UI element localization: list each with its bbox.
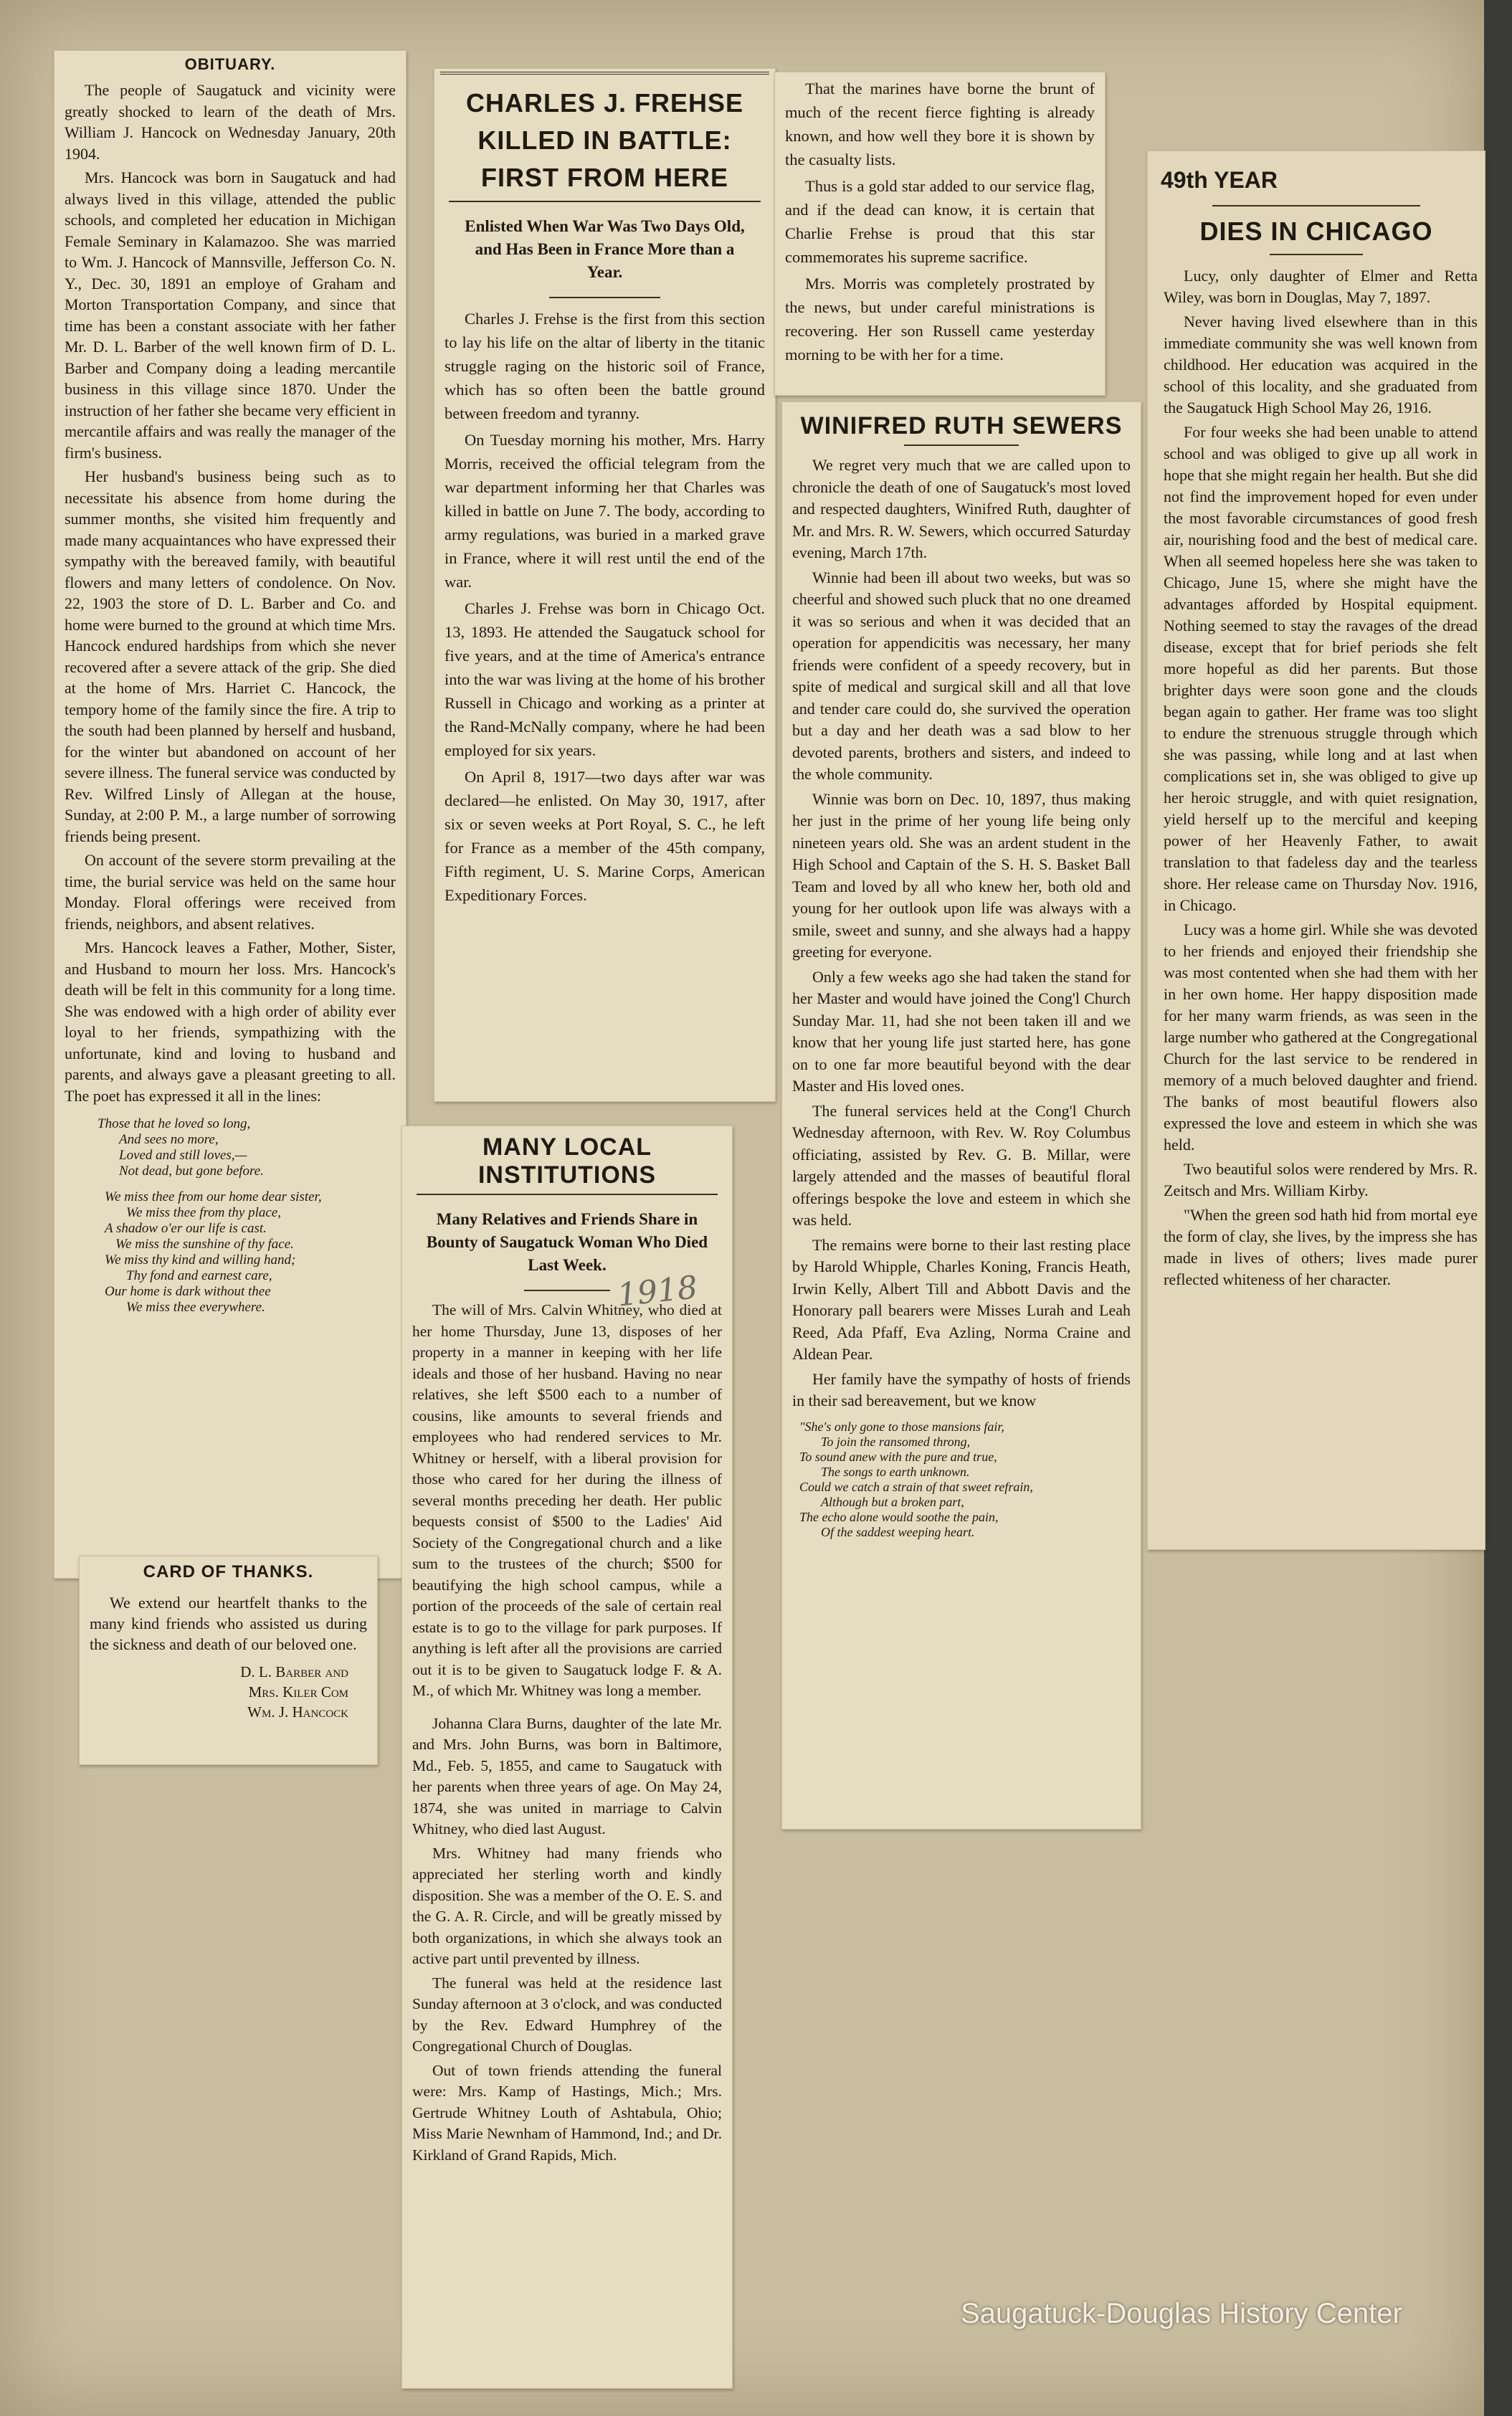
obituary-paragraph: Mrs. Hancock was born in Saugatuck and had always lived in this village, attended the public schools, and completed her education in Michigan Female Seminary in Kalamazoo. She was married to Wm. J. Hancock of Mannsville, Jefferson Co. N. Y., Dec. 30, 1891 an employe of Graham and Morton Transportation Company, and since that time has been a constant associate with her father Mr. D. L. Barber of the well known firm of D. L. Barber and Company doing a leading mercantile business in this village since 1870. Under the instruction of her father she became very efficient in mercantile affairs and was really the manager of the firm's business. xyxy=(65,168,396,462)
card-of-thanks-signers xyxy=(80,1662,377,1722)
sewers-paragraph: Her family have the sympathy of hosts of friends in their sad bereavement, but we know xyxy=(792,1369,1131,1409)
frehse-paragraph: Thus is a gold star added to our service flag, and if the dead can know, it is certain that Charlie Frehse is proud that this star commemorates his supreme sacrifice. xyxy=(785,177,1095,266)
poem-line: We miss thy kind and willing hand; xyxy=(105,1252,296,1268)
divider xyxy=(524,1290,610,1291)
frehse-continued-body xyxy=(775,72,1105,374)
frehse-paragraph: On April 8, 1917—two days after war was declared—he enlisted. On May 30, 1917, after six or seven weeks at Port Royal, S. C., he left for France as a member of the 45th company, Fifth regiment, U. S. Marine Corps, American Expeditionary Forces. xyxy=(444,768,765,904)
poem-line: Our home is dark without thee xyxy=(105,1284,271,1299)
divider xyxy=(1270,254,1363,255)
whitney-body xyxy=(402,1295,732,2173)
wiley-clipping xyxy=(1147,151,1485,1550)
sewers-paragraph: The remains were borne to their last resting place by Harold Whipple, Charles Koning, Francis Heath, Irwin Kelly, Albert Till and Abbott Davis and the Honorary pall bearers were Misses Lurah and Leah Reed, Ada Pfaff, Eva Azling, Norma Craine and Aldean Pear. xyxy=(792,1235,1131,1363)
poem-line: Although but a broken part, xyxy=(821,1494,964,1509)
poem-line: Those that he loved so long, xyxy=(98,1116,251,1131)
poem-line: Not dead, but gone before. xyxy=(119,1164,264,1179)
obituary-paragraph: The people of Saugatuck and vicinity were greatly shocked to learn of the death of Mrs. William J. Hancock on Wednesday January, 20th 1904. xyxy=(65,81,396,163)
card-of-thanks-text: We extend our heartfelt thanks to the many kind friends who assisted us during the sickness and death of our beloved one. xyxy=(90,1594,367,1653)
poem-line: Could we catch a strain of that sweet refrain, xyxy=(799,1479,1033,1494)
divider xyxy=(1212,205,1420,206)
sewers-paragraph: The funeral services held at the Cong'l Church Wednesday afternoon, with Rev. W. Roy Columbus officiating, assisted by Rev. G. B. Millar, were largely attended and the masses of beautiful floral offerings bespoke the love and esteem in which she was held. xyxy=(792,1101,1131,1229)
frehse-paragraph: That the marines have borne the brunt of much of the recent fierce fighting is already known, and how well they bore it is shown by the casualty lists. xyxy=(785,80,1095,168)
frehse-continued-clipping xyxy=(774,72,1106,396)
poem-line: We miss thee from our home dear sister, xyxy=(105,1189,322,1204)
poem-line: "She's only gone to those mansions fair, xyxy=(799,1419,1004,1434)
frehse-paragraph: Charles J. Frehse was born in Chicago Oct. 13, 1893. He attended the Saugatuck school for five years, and at the time of America's entrance into the war was living at the home of his brother Russell in Chicago and working as a printer at the Rand-McNally company, where he had been employed for six years. xyxy=(444,599,765,759)
wiley-paragraph: Never having lived elsewhere than in this immediate community she was well known from childhood. Her education was acquired in the school of this locality, and she graduated from the Saugatuck High School May 26, 1916. xyxy=(1164,313,1478,417)
frehse-clipping xyxy=(434,68,776,1102)
sewers-poem xyxy=(782,1419,1141,1540)
wiley-paragraph: For four weeks she had been unable to attend school and was obliged to give up all work in hope that she might regain her health. But she did not find the improvement hoped for even under the most favorable circumstances of good fresh air, nourishing food and the best of medical care. When all seemed hopeless here she was taken to Chicago, June 15, where she might have the advantages afforded by Hospital equipment. Nothing seemed to stay the ravages of the dread disease, except that for brief periods she felt more hopeful as did her parents. But those brighter days were soon gone and the clouds began again to gather. Her frame was too slight to endure the strenuous struggle through which she was passing, while long and at last when complications set in, she was obliged to give up her heroic struggle, and with quiet resignation, yield herself up to the merciful and keeping power of her Heavenly Father, to await translation to that fadeless day and the tearless shore. Her release came on Thursday Nov. 1916, in Chicago. xyxy=(1164,423,1478,914)
poem-line: A shadow o'er our life is cast. xyxy=(105,1221,267,1236)
sewers-paragraph: Winnie had been ill about two weeks, but was so cheerful and showed such pluck that no one dreamed it was so serious and when it was decided that an operation for appendicitis was necessary, her many friends were confident of a speedy recovery, but in spite of medical and surgical skill and all that love and tender care could do, she survived the operation but a day and her death was a sad blow to her devoted parents, brothers and sisters, and indeed to the whole community. xyxy=(792,568,1131,783)
frehse-deck: Enlisted When War Was Two Days Old, and Has Been in France More than a Year. xyxy=(465,217,745,281)
poem-line: We miss the sunshine of thy face. xyxy=(115,1237,294,1252)
top-rule xyxy=(440,72,769,75)
sewers-body xyxy=(782,450,1141,1419)
sewers-paragraph: We regret very much that we are called upon to chronicle the death of one of Saugatuck's most loved and respected daughters, Winifred Ruth, daughter of Mr. and Mrs. R. W. Sewers, which occurred Saturday evening, March 17th. xyxy=(792,456,1131,561)
signer: D. L. Barber and xyxy=(240,1663,348,1680)
whitney-paragraph: The funeral was held at the residence last Sunday afternoon at 3 o'clock, and was conducted by the Rev. Edward Humphrey of the Congregational Church of Douglas. xyxy=(412,1974,722,2055)
frehse-paragraph: Charles J. Frehse is the first from this section to lay his life on the altar of liberty in the titanic struggle raging on the historic soil of France, which has so often been the battle ground between freedom and tyranny. xyxy=(444,310,765,422)
divider xyxy=(549,297,660,298)
pencil-year-annotation: 1918 xyxy=(615,1269,700,1314)
poem-line: And sees no more, xyxy=(119,1132,219,1147)
whitney-deck: Many Relatives and Friends Share in Bounty of Saugatuck Woman Who Died Last Week. xyxy=(426,1210,708,1274)
signer: Mrs. Kiler Com xyxy=(248,1683,348,1701)
whitney-clipping xyxy=(401,1126,733,2389)
obituary-hancock-clipping xyxy=(54,50,406,1579)
signer: Wm. J. Hancock xyxy=(247,1703,348,1721)
whitney-paragraph: Out of town friends attending the funeral were: Mrs. Kamp of Hastings, Mich.; Mrs. Gertrude Whitney Louth of Ashtabula, Ohio; Miss Marie Newnham of Hammond, Ind.; and Dr. Kirkland of Grand Rapids, Mich. xyxy=(412,2061,722,2164)
wiley-paragraph: Lucy, only daughter of Elmer and Retta Wiley, was born in Douglas, May 7, 1897. xyxy=(1164,267,1478,306)
frehse-body xyxy=(434,303,775,914)
obituary-poem-1 xyxy=(54,1116,406,1179)
sewers-paragraph: Only a few weeks ago she had taken the stand for her Master and would have joined the Cong'l Church Sunday Mar. 11, had she not been taken ill and we know that her young life just started here, has gone on to one far more beautiful beyond with the dear Master and His loved ones. xyxy=(792,967,1131,1095)
wiley-label: 49th YEAR xyxy=(1161,167,1278,193)
card-of-thanks-body xyxy=(80,1588,377,1662)
watermark: Saugatuck-Douglas History Center xyxy=(961,2298,1402,2329)
poem-line: The echo alone would soothe the pain, xyxy=(799,1509,999,1524)
poem-line: Of the saddest weeping heart. xyxy=(821,1524,975,1539)
divider xyxy=(904,444,1019,446)
whitney-headline: MANY LOCAL INSTITUTIONS xyxy=(477,1133,657,1189)
divider xyxy=(449,201,761,202)
card-of-thanks-title: CARD OF THANKS. xyxy=(143,1562,314,1582)
poem-line: Thy fond and earnest care, xyxy=(126,1268,272,1283)
obituary-paragraph: Mrs. Hancock leaves a Father, Mother, Sister, and Husband to mourn her loss. Mrs. Hancock's death will be felt in this community for a long time. She was endowed with a high order of ability ever loyal to her friends, sympathizing with the unfortunate, kind and loving to husband and parents, and always gave a pleasant greeting to all. The poet has expressed it all in the lines: xyxy=(65,938,396,1105)
sewers-clipping xyxy=(781,401,1141,1830)
poem-line: The songs to earth unknown. xyxy=(821,1464,970,1479)
obituary-label: OBITUARY. xyxy=(184,55,276,73)
frehse-paragraph: Mrs. Morris was completely prostrated by the news, but under careful ministrations is recovering. Her son Russell came yesterday morning to be with her for a time. xyxy=(785,275,1095,363)
frehse-headline: CHARLES J. FREHSE KILLED IN BATTLE: FIRST FROM HERE xyxy=(465,88,744,192)
obituary-paragraph: On account of the severe storm prevailing at the time, the burial service was held on the same hour Monday. Floral offerings were received from friends, neighbors, and absent relatives. xyxy=(65,851,396,933)
divider xyxy=(417,1194,718,1195)
sewers-headline: WINIFRED RUTH SEWERS xyxy=(800,412,1123,439)
whitney-paragraph: Johanna Clara Burns, daughter of the late Mr. and Mrs. John Burns, was born in Baltimore, Md., Feb. 5, 1855, and came to Saugatuck with her parents when three years of age. On May 24, 1874, she was united in marriage to Calvin Whitney, who died last August. xyxy=(412,1714,722,1837)
whitney-paragraph: The will of Mrs. Calvin Whitney, who died at her home Thursday, June 13, disposes of her property in a manner in keeping with her life ideals and those of her husband. Having no near relatives, she left $500 each to a number of cousins, like amounts to several friends and employees who had rendered services to Mr. Whitney or herself, with a liberal provision for those who cared for her during the illness of several months preceding her death. Her public bequests consist of $500 to the Ladies' Aid Society of the Congregational church and a like sum to the trustees of the church; $500 for beautifying the high school campus, while a portion of the proceeds of the sale of certain real estate is to go to the village for park purposes. If anything is left after all the provisions are carried out it is to be given to Saugatuck lodge F. & A. M., of which Mr. Whitney was long a member. xyxy=(412,1301,722,1699)
wiley-paragraph: Two beautiful solos were rendered by Mrs. R. Zeitsch and Mrs. William Kirby. xyxy=(1164,1160,1478,1199)
wiley-paragraph: Lucy was a home girl. While she was devoted to her friends and enjoyed their friendship she was most contented when she had them with her in her own home. Her happy disposition made for her many warm friends, as was seen in the large number who gathered at the Congregational Church for the last service to be rendered in memory of a much beloved daughter and friend. The banks of most beautiful flowers also expressed the love and esteem in which she was held. xyxy=(1164,921,1478,1154)
poem-line: We miss thee everywhere. xyxy=(126,1300,265,1315)
sewers-paragraph: Winnie was born on Dec. 10, 1897, thus making her just in the prime of her young life being only nineteen years old. She was an ardent student in the High School and Captain of the S. H. S. Basket Ball Team and loved by all who knew her, both old and young for her outlook upon life was always with a smile, sweet and sunny, and she always had a happy greeting for everyone. xyxy=(792,789,1131,961)
wiley-headline: DIES IN CHICAGO xyxy=(1199,217,1433,246)
poem-line: To join the ransomed throng, xyxy=(821,1434,971,1449)
poem-line: Loved and still loves,— xyxy=(119,1148,247,1163)
poem-line: To sound anew with the pure and true, xyxy=(799,1449,997,1464)
card-of-thanks-clipping xyxy=(79,1556,378,1765)
whitney-paragraph: Mrs. Whitney had many friends who appreciated her sterling worth and kindly disposition. She was a member of the O. E. S. and the G. A. R. Circle, and will be greatly missed by both organizations, in which she always took an active part until prevented by illness. xyxy=(412,1844,722,1967)
obituary-paragraph: Her husband's business being such as to necessitate his absence from home during the summer months, she visited him frequently and made many acquaintances who have expressed their sympathy with the bereaved family, with beautiful flowers and many letters of condolence. On Nov. 22, 1903 the store of D. L. Barber and Co. and home were burned to the ground at which time Mrs. Hancock endured hardships from which she never recovered after a severe attack of the grip. She died at the home of Mrs. Harriet C. Hancock, the tempory home of the family since the fire. A trip to the south had been planned by herself and husband, for the winter but abandoned on account of her severe illness. The funeral service was conducted by Rev. Wilfred Linsly of Allegan at the house, Sunday, at 2:00 P. M., a large number of sorrowing friends being present. xyxy=(65,467,396,845)
frehse-paragraph: On Tuesday morning his mother, Mrs. Harry Morris, received the official telegram from the war department informing her that Charles was killed in battle on June 7. The body, according to army regulations, was buried in a marked grave in France, where it will rest until the end of the war. xyxy=(444,431,765,591)
wiley-body xyxy=(1148,258,1485,1298)
poem-line: We miss thee from thy place, xyxy=(126,1205,281,1220)
wiley-paragraph: "When the green sod hath hid from mortal eye the form of clay, she lives, by the impress she has made in lives of others; lives made purer reflected whiteness of her character. xyxy=(1164,1206,1478,1288)
obituary-poem-2 xyxy=(54,1189,406,1316)
obituary-body xyxy=(54,75,406,1113)
